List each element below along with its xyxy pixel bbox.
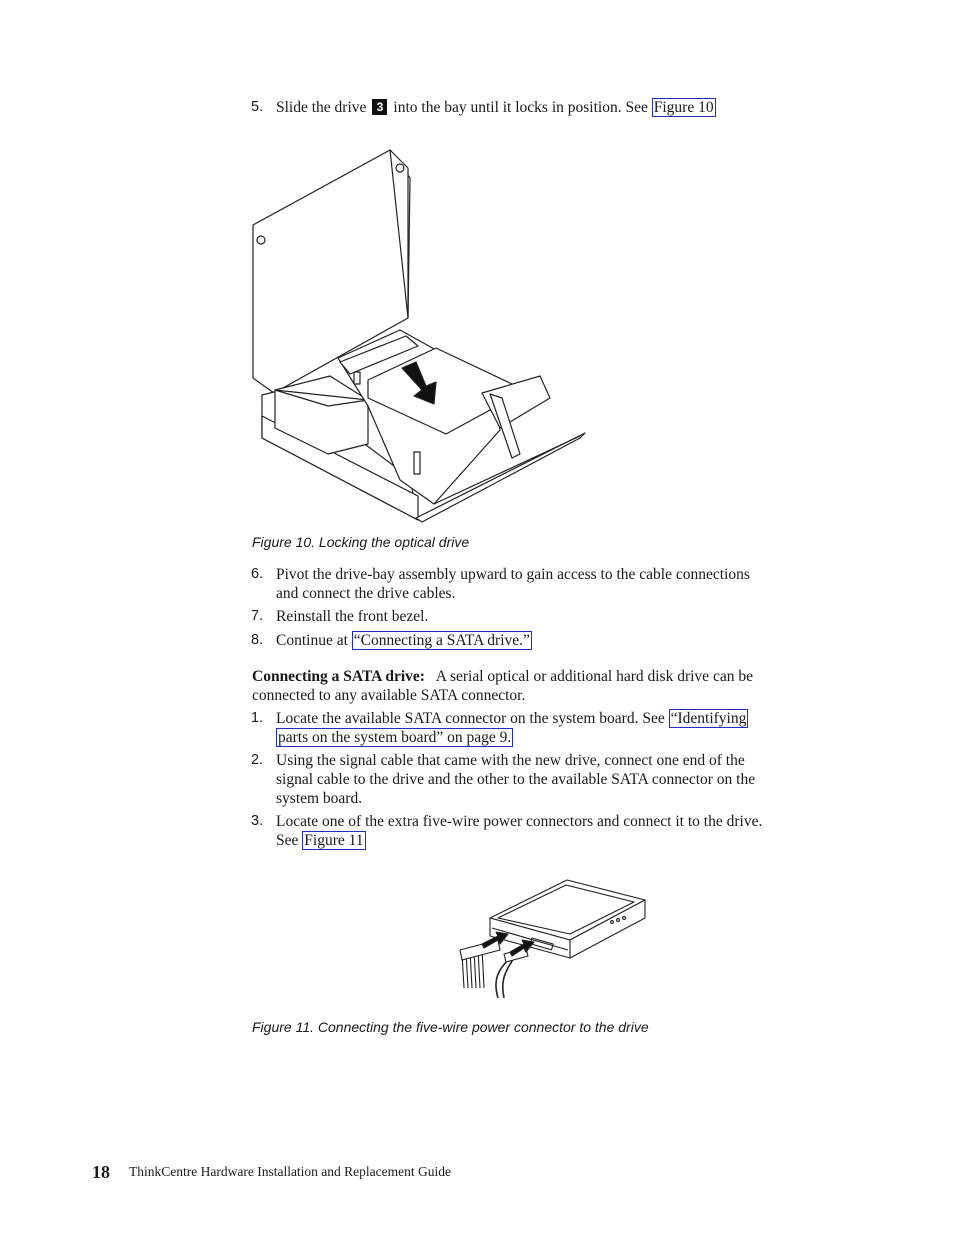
step-number: 3. xyxy=(251,813,264,829)
sata-intro-line1 xyxy=(252,667,753,686)
sata-step-1-pre: Locate the available SATA connector on the system board. See xyxy=(276,710,665,727)
connecting-sata-link[interactable]: “Connecting a SATA drive.” xyxy=(353,632,530,649)
figure-11-caption: Figure 11. Connecting the five-wire power connector to the drive xyxy=(252,1019,649,1035)
step-6-line2: and connect the drive cables. xyxy=(276,585,456,602)
step-number: 1. xyxy=(251,710,264,726)
figure-10-illustration xyxy=(250,148,590,523)
callout-3-icon: 3 xyxy=(372,99,387,115)
sata-step-3-line1: Locate one of the extra five-wire power connectors and connect it to the drive. xyxy=(276,813,763,830)
figure-10-link[interactable]: Figure 10 xyxy=(653,99,714,116)
step-8-text xyxy=(276,631,532,650)
sata-intro-line2: connected to any available SATA connector. xyxy=(252,687,526,704)
sata-step-1-line2 xyxy=(276,728,513,747)
sata-step-2-line3: system board. xyxy=(276,790,363,807)
step-7-text: Reinstall the front bezel. xyxy=(276,608,429,625)
page-number: 18 xyxy=(92,1162,110,1182)
sata-step-3-pre: See xyxy=(276,832,299,849)
step-number: 6. xyxy=(251,566,264,582)
step-5-pre: Slide the drive xyxy=(276,99,367,116)
figure-10-caption: Figure 10. Locking the optical drive xyxy=(252,534,470,550)
step-5-text xyxy=(276,98,716,117)
step-8-pre: Continue at xyxy=(276,632,348,649)
step-number: 7. xyxy=(251,608,264,624)
footer-title: ThinkCentre Hardware Installation and Replacement Guide xyxy=(129,1164,452,1179)
step-5-post: into the bay until it locks in position. See xyxy=(393,99,648,116)
figure-11-link[interactable]: Figure 11 xyxy=(304,832,364,849)
sata-step-2-line2: signal cable to the drive and the other to the available SATA connector on the xyxy=(276,771,756,788)
sata-heading: Connecting a SATA drive: xyxy=(252,668,425,685)
step-number: 8. xyxy=(251,632,264,648)
step-number: 2. xyxy=(251,752,264,768)
identifying-parts-link-cont[interactable]: parts on the system board” on page 9. xyxy=(278,729,512,746)
sata-step-3-line2 xyxy=(276,831,366,850)
step-6-line1: Pivot the drive-bay assembly upward to gain access to the cable connections xyxy=(276,566,750,583)
step-number: 5. xyxy=(251,99,264,115)
sata-step-2-line1: Using the signal cable that came with the new drive, connect one end of the xyxy=(276,752,745,769)
sata-step-1-line1 xyxy=(276,709,748,728)
sata-intro1: A serial optical or additional hard disk drive can be xyxy=(435,668,753,685)
identifying-parts-link[interactable]: “Identifying xyxy=(670,710,747,727)
figure-11-illustration xyxy=(452,878,652,1003)
